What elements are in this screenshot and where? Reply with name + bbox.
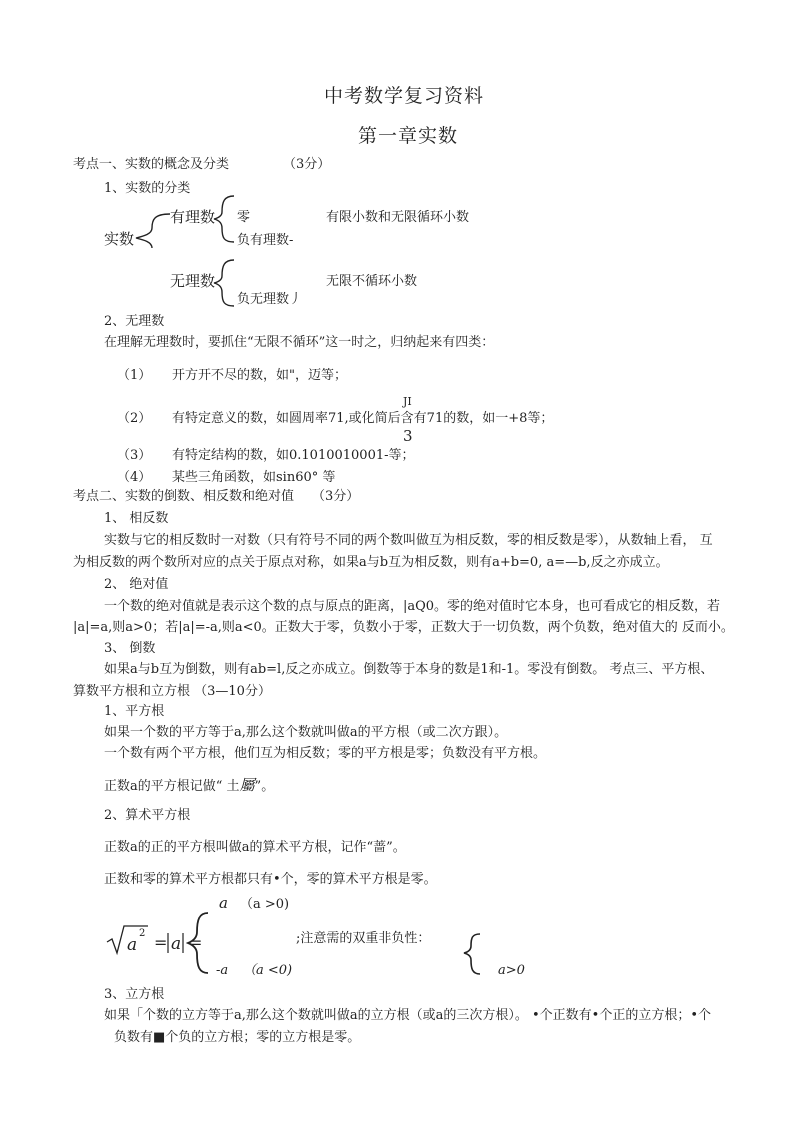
document-title: 中考数学复习资料 bbox=[324, 85, 485, 107]
svg-text:=: = bbox=[189, 933, 203, 952]
negative-irrational-label: 负无理数丿 bbox=[237, 292, 303, 307]
real-brace bbox=[130, 210, 174, 250]
irrational-intro: 在理解无理数时，要抓住“无限不循环”这一时之，归纳起来有四类： bbox=[104, 335, 495, 350]
list-item-2-num: （2） bbox=[117, 411, 152, 426]
square-root-symbol: 屬 bbox=[239, 776, 255, 794]
rational-brace bbox=[212, 194, 236, 244]
arithmetic-root-text-1: 正数a的正的平方根叫做a的算术平方根，记作“蔷”。 bbox=[104, 840, 406, 855]
absolute-text-2: |a|=a,则a>0；若|a|=-a,则a<0。正数大于零，负数小于零，正数大于一切负数，两个负数，绝对值大的 反而小。 bbox=[73, 620, 734, 635]
svg-text:a: a bbox=[127, 935, 138, 955]
note-brace bbox=[462, 932, 482, 976]
list-item-3-num: （3） bbox=[117, 448, 152, 463]
list-item-1-text: 开方开不尽的数，如"，迈等； bbox=[172, 368, 347, 383]
absolute-text-1: 一个数的绝对值就是表示这个数的点与原点的距离，|aQ0。零的绝对值时它本身，也可看成它的相反数，若 bbox=[104, 599, 721, 614]
chapter-title: 第一章实数 bbox=[358, 125, 459, 147]
square-root-text-2: 一个数有两个平方根，他们互为相反数；零的平方根是零；负数没有平方根。 bbox=[104, 746, 547, 761]
list-item-2-text: 有特定意义的数，如圆周率71,或化简后含有71的数，如一+8等； bbox=[172, 411, 554, 426]
cases-brace bbox=[186, 910, 210, 976]
svg-text:a: a bbox=[171, 934, 182, 954]
square-root-heading: 1、平方根 bbox=[104, 704, 165, 719]
svg-text:=: = bbox=[154, 933, 168, 952]
negative-rational-label: 负有理数- bbox=[237, 233, 294, 248]
section1-heading: 考点一、实数的概念及分类 bbox=[73, 157, 230, 172]
svg-text:2: 2 bbox=[139, 928, 146, 939]
finite-decimal-label: 有限小数和无限循环小数 bbox=[326, 210, 470, 225]
square-root-text-1: 如果一个数的平方等于a,那么这个数就叫做a的平方根（或二次方跟）。 bbox=[104, 725, 508, 740]
arithmetic-root-heading: 2、算术平方根 bbox=[104, 808, 191, 823]
case-bottom-condition: （a <0) bbox=[243, 963, 293, 978]
case-bottom-expr: -a bbox=[216, 963, 229, 978]
square-root-notation-b: ”。 bbox=[254, 779, 275, 794]
note-right-condition: a>0 bbox=[498, 963, 525, 978]
rational-label: 有理数 bbox=[170, 208, 216, 226]
list-item-4-text: 某些三角函数，如sin60° 等 bbox=[172, 470, 336, 485]
cube-root-text-2: 负数有■个负的立方根；零的立方根是零。 bbox=[114, 1030, 361, 1045]
section2-heading: 考点二、实数的倒数、相反数和绝对值 bbox=[73, 489, 295, 504]
irrational-brace bbox=[212, 258, 236, 308]
arithmetic-root-text-2: 正数和零的算术平方根都只有•个，零的算术平方根是零。 bbox=[104, 872, 437, 887]
cube-root-heading: 3、立方根 bbox=[104, 987, 165, 1002]
square-root-notation bbox=[104, 777, 274, 795]
reciprocal-heading: 3、 倒数 bbox=[104, 641, 156, 656]
section2-score: （3分） bbox=[312, 489, 360, 504]
list-item-1-num: （1） bbox=[117, 368, 152, 383]
cube-root-text-1: 如果「个数的立方等于a,那么这个数就叫做a的立方根（或a的三次方根）。 •个正数有•个正的立方根；•个 bbox=[104, 1008, 712, 1023]
list-item-3-text: 有特定结构的数，如0.1010010001-等； bbox=[172, 448, 415, 463]
section1-item2: 2、无理数 bbox=[104, 314, 165, 329]
section1-item1: 1、实数的分类 bbox=[104, 181, 191, 196]
fraction-numerator: JI bbox=[403, 395, 412, 408]
list-item-4-num: （4） bbox=[117, 470, 152, 485]
irrational-label: 无理数 bbox=[170, 272, 216, 290]
opposite-text-2: 为相反数的两个数所对应的点关于原点对称，如果a与b互为相反数，则有a+b=0, a=—b,反之亦成立。 bbox=[73, 555, 669, 570]
absolute-heading: 2、 绝对值 bbox=[104, 577, 169, 592]
infinite-decimal-label: 无限不循环小数 bbox=[326, 274, 418, 289]
non-negative-note: ;注意需的双重非负性： bbox=[296, 931, 431, 946]
fraction-denominator: 3 bbox=[403, 427, 413, 445]
zero-label: 零 bbox=[237, 210, 251, 225]
reciprocal-text-1: 如果a与b互为倒数，则有ab=l,反之亦成立。倒数等于本身的数是1和-1。零没有倒数。 考点三、平方根、 bbox=[104, 662, 714, 677]
square-root-notation-a: 正数a的平方根记做“ 土 bbox=[104, 779, 240, 794]
opposite-text-1: 实数与它的相反数时一对数（只有符号不同的两个数叫做互为相反数，零的相反数是零），从数轴上看， 互 bbox=[104, 533, 713, 548]
reciprocal-text-2: 算数平方根和立方根 （3—10分） bbox=[73, 684, 271, 699]
section1-score: （3分） bbox=[283, 157, 331, 172]
case-top-condition: （a >0) bbox=[240, 897, 290, 912]
case-top-expr: a bbox=[219, 894, 228, 912]
opposite-heading: 1、 相反数 bbox=[104, 511, 169, 526]
real-number-label: 实数 bbox=[104, 230, 135, 248]
